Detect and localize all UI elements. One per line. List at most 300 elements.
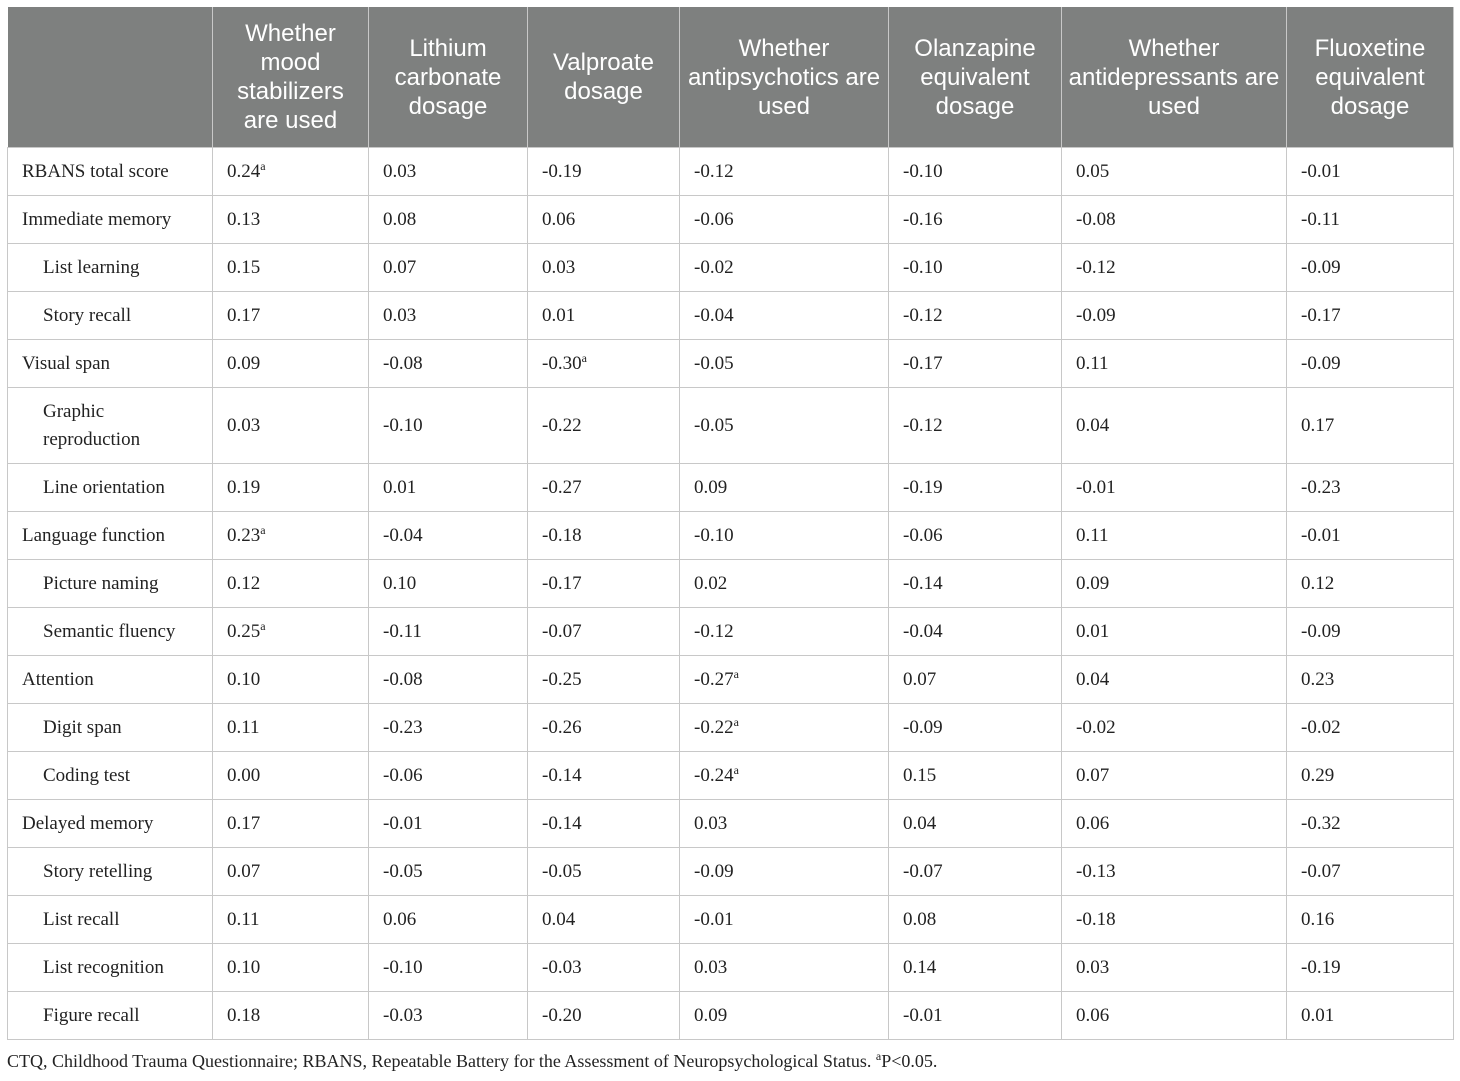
- cell-value: 0.14: [903, 956, 937, 978]
- footnote-superscript: a: [875, 1049, 882, 1063]
- table-cell: [369, 800, 528, 848]
- table-cell: [213, 560, 369, 608]
- cell-value: 0.03: [1076, 956, 1110, 978]
- table-cell: [369, 148, 528, 196]
- table-cell: [889, 512, 1062, 560]
- table-cell: [213, 992, 369, 1040]
- table-cell: [889, 292, 1062, 340]
- table-cell: [889, 992, 1062, 1040]
- row-label: RBANS total score: [8, 148, 213, 196]
- cell-value: 0.07: [383, 256, 417, 278]
- cell-value: 0.01: [542, 304, 576, 326]
- table-row: [8, 196, 1454, 244]
- row-label: Story retelling: [8, 848, 213, 896]
- cell-value: 0.06: [542, 208, 576, 230]
- table-cell: [889, 704, 1062, 752]
- table-cell: [1287, 800, 1454, 848]
- cell-value: -0.10: [694, 524, 734, 546]
- cell-value: -0.16: [903, 208, 943, 230]
- cell-value: -0.01: [1301, 524, 1341, 546]
- table-cell: [1287, 560, 1454, 608]
- cell-value: -0.09: [1076, 304, 1116, 326]
- cell-value: -0.08: [383, 668, 423, 690]
- table-cell: [889, 800, 1062, 848]
- cell-value: -0.14: [542, 764, 582, 786]
- table-row: [8, 800, 1454, 848]
- cell-value: -0.10: [383, 956, 423, 978]
- table-footnote: [7, 1051, 937, 1072]
- cell-value: -0.18: [1076, 908, 1116, 930]
- cell-value: -0.14: [903, 572, 943, 594]
- cell-value: -0.17: [542, 572, 582, 594]
- cell-value: -0.12: [694, 620, 734, 642]
- table-cell: [680, 752, 889, 800]
- table-cell: [213, 292, 369, 340]
- table-cell: [889, 944, 1062, 992]
- cell-value: -0.09: [1301, 352, 1341, 374]
- table-cell: [1287, 896, 1454, 944]
- table-cell: [528, 512, 680, 560]
- cell-value: 0.29: [1301, 764, 1335, 786]
- table-row: [8, 512, 1454, 560]
- cell-value: -0.08: [383, 352, 423, 374]
- table-cell: [213, 704, 369, 752]
- cell-value: 0.01: [1301, 1004, 1335, 1026]
- table-cell: [213, 388, 369, 464]
- cell-value: -0.17: [903, 352, 943, 374]
- cell-value: -0.02: [1076, 716, 1116, 738]
- cell-value: -0.22: [542, 414, 582, 436]
- cell-value: 0.07: [1076, 764, 1110, 786]
- significance-marker: a: [581, 350, 587, 365]
- cell-value: -0.01: [383, 812, 423, 834]
- table-cell: [680, 148, 889, 196]
- cell-value: 0.03: [694, 812, 728, 834]
- cell-value: -0.01: [903, 1004, 943, 1026]
- column-header: Lithium carbonate dosage: [369, 7, 528, 148]
- table-cell: [889, 896, 1062, 944]
- column-header: Olanzapine equivalent dosage: [889, 7, 1062, 148]
- table-cell: [1062, 340, 1287, 388]
- table-cell: [369, 656, 528, 704]
- table-cell: [213, 896, 369, 944]
- table-cell: [369, 388, 528, 464]
- cell-value: -0.05: [383, 860, 423, 882]
- cell-value: -0.10: [903, 256, 943, 278]
- table-cell: [1287, 608, 1454, 656]
- table-cell: [213, 196, 369, 244]
- cell-value: -0.05: [694, 352, 734, 374]
- cell-value: -0.04: [383, 524, 423, 546]
- table-cell: [889, 608, 1062, 656]
- table-row: [8, 148, 1454, 196]
- cell-value: 0.04: [542, 908, 576, 930]
- row-label: Semantic fluency: [8, 608, 213, 656]
- table-cell: [1062, 196, 1287, 244]
- table-cell: [213, 512, 369, 560]
- cell-value: 0.07: [903, 668, 937, 690]
- table-cell: [1062, 992, 1287, 1040]
- column-header: Valproate dosage: [528, 7, 680, 148]
- cell-value: 0.04: [1076, 414, 1110, 436]
- cell-value: -0.01: [694, 908, 734, 930]
- cell-value: 0.02: [694, 572, 728, 594]
- cell-value: -0.32: [1301, 812, 1341, 834]
- cell-value: 0.04: [1076, 668, 1110, 690]
- table-cell: [680, 196, 889, 244]
- table-cell: [528, 608, 680, 656]
- column-header: [8, 7, 213, 148]
- table-cell: [1062, 848, 1287, 896]
- header-row: [8, 7, 1454, 148]
- table-cell: [889, 388, 1062, 464]
- cell-value: -0.19: [542, 160, 582, 182]
- table-cell: [528, 292, 680, 340]
- cell-value: -0.14: [542, 812, 582, 834]
- table-cell: [1287, 752, 1454, 800]
- table-cell: [369, 704, 528, 752]
- cell-value: -0.27: [542, 476, 582, 498]
- cell-value: 0.06: [383, 908, 417, 930]
- table-cell: [680, 656, 889, 704]
- table-cell: [528, 848, 680, 896]
- cell-value: -0.06: [383, 764, 423, 786]
- table-cell: [213, 464, 369, 512]
- cell-value: 0.11: [1076, 524, 1109, 546]
- table-cell: [213, 656, 369, 704]
- cell-value: 0.10: [227, 956, 261, 978]
- row-label: List recall: [8, 896, 213, 944]
- row-label: Attention: [8, 656, 213, 704]
- cell-value: -0.07: [903, 860, 943, 882]
- table-cell: [213, 800, 369, 848]
- cell-value: -0.09: [1301, 256, 1341, 278]
- cell-value: 0.03: [694, 956, 728, 978]
- table-cell: [1287, 992, 1454, 1040]
- cell-value: 0.06: [1076, 812, 1110, 834]
- table-cell: [1062, 656, 1287, 704]
- cell-value: 0.03: [383, 304, 417, 326]
- table-row: [8, 944, 1454, 992]
- table-cell: [213, 244, 369, 292]
- table-cell: [213, 848, 369, 896]
- table-cell: [369, 244, 528, 292]
- cell-value: -0.12: [694, 160, 734, 182]
- cell-value: 0.23: [227, 524, 261, 546]
- table-row: [8, 292, 1454, 340]
- table-cell: [889, 340, 1062, 388]
- table-cell: [213, 340, 369, 388]
- cell-value: 0.15: [227, 256, 261, 278]
- table-cell: [680, 512, 889, 560]
- cell-value: -0.23: [383, 716, 423, 738]
- cell-value: -0.13: [1076, 860, 1116, 882]
- cell-value: 0.17: [1301, 414, 1335, 436]
- table-cell: [889, 148, 1062, 196]
- cell-value: 0.01: [383, 476, 417, 498]
- table-cell: [680, 704, 889, 752]
- table-cell: [889, 752, 1062, 800]
- cell-value: -0.08: [1076, 208, 1116, 230]
- cell-value: 0.18: [227, 1004, 261, 1026]
- cell-value: 0.06: [1076, 1004, 1110, 1026]
- cell-value: 0.03: [383, 160, 417, 182]
- table-cell: [680, 608, 889, 656]
- table-row: [8, 656, 1454, 704]
- cell-value: 0.11: [1076, 352, 1109, 374]
- row-label: List recognition: [8, 944, 213, 992]
- cell-value: 0.10: [227, 668, 261, 690]
- table-cell: [1287, 512, 1454, 560]
- table-row: [8, 896, 1454, 944]
- table-cell: [528, 800, 680, 848]
- cell-value: 0.11: [227, 908, 260, 930]
- table-cell: [680, 944, 889, 992]
- table-cell: [680, 340, 889, 388]
- cell-value: 0.09: [1076, 572, 1110, 594]
- table-cell: [1062, 388, 1287, 464]
- footnote-significance: P<0.05.: [881, 1051, 938, 1071]
- table-cell: [1062, 148, 1287, 196]
- cell-value: -0.12: [1076, 256, 1116, 278]
- table-cell: [528, 388, 680, 464]
- cell-value: -0.12: [903, 414, 943, 436]
- significance-marker: a: [260, 618, 266, 633]
- cell-value: -0.06: [903, 524, 943, 546]
- cell-value: -0.01: [1301, 160, 1341, 182]
- table-cell: [1062, 944, 1287, 992]
- table-cell: [369, 292, 528, 340]
- table-row: [8, 608, 1454, 656]
- table-cell: [680, 388, 889, 464]
- row-label: Language function: [8, 512, 213, 560]
- table-cell: [1287, 464, 1454, 512]
- table-cell: [680, 292, 889, 340]
- table-cell: [1287, 656, 1454, 704]
- cell-value: 0.15: [903, 764, 937, 786]
- table-cell: [369, 992, 528, 1040]
- cell-value: -0.17: [1301, 304, 1341, 326]
- table-cell: [528, 752, 680, 800]
- table-cell: [680, 992, 889, 1040]
- table-cell: [1062, 244, 1287, 292]
- column-header: Whether antidepressants are used: [1062, 7, 1287, 148]
- cell-value: -0.27: [694, 668, 734, 690]
- significance-marker: a: [733, 666, 739, 681]
- row-label: Coding test: [8, 752, 213, 800]
- cell-value: 0.09: [694, 1004, 728, 1026]
- cell-value: 0.17: [227, 304, 261, 326]
- table-cell: [889, 560, 1062, 608]
- cell-value: -0.20: [542, 1004, 582, 1026]
- row-label: Figure recall: [8, 992, 213, 1040]
- table-cell: [889, 196, 1062, 244]
- table-cell: [1062, 752, 1287, 800]
- table-cell: [1287, 704, 1454, 752]
- cell-value: 0.13: [227, 208, 261, 230]
- cell-value: 0.08: [383, 208, 417, 230]
- table-cell: [1287, 944, 1454, 992]
- table-cell: [1062, 704, 1287, 752]
- table-cell: [528, 148, 680, 196]
- cell-value: -0.10: [903, 160, 943, 182]
- table-cell: [1062, 560, 1287, 608]
- table-cell: [528, 656, 680, 704]
- cell-value: -0.04: [903, 620, 943, 642]
- cell-value: 0.03: [542, 256, 576, 278]
- significance-marker: a: [733, 714, 739, 729]
- table-row: [8, 992, 1454, 1040]
- table-cell: [889, 656, 1062, 704]
- table-row: [8, 752, 1454, 800]
- cell-value: -0.05: [542, 860, 582, 882]
- table-cell: [680, 244, 889, 292]
- table-cell: [1287, 292, 1454, 340]
- cell-value: -0.26: [542, 716, 582, 738]
- row-label: Digit span: [8, 704, 213, 752]
- column-header: Whether antipsychotics are used: [680, 7, 889, 148]
- row-label: Delayed memory: [8, 800, 213, 848]
- cell-value: 0.07: [227, 860, 261, 882]
- table-cell: [369, 752, 528, 800]
- significance-marker: a: [260, 522, 266, 537]
- table-cell: [528, 196, 680, 244]
- table-cell: [889, 464, 1062, 512]
- table-cell: [680, 848, 889, 896]
- table-cell: [1287, 196, 1454, 244]
- table-cell: [369, 608, 528, 656]
- cell-value: -0.07: [542, 620, 582, 642]
- cell-value: 0.12: [227, 572, 261, 594]
- table-cell: [213, 608, 369, 656]
- cell-value: 0.25: [227, 620, 261, 642]
- table-cell: [369, 560, 528, 608]
- table-cell: [213, 148, 369, 196]
- table-cell: [369, 896, 528, 944]
- cell-value: -0.06: [694, 208, 734, 230]
- cell-value: 0.04: [903, 812, 937, 834]
- table-cell: [889, 848, 1062, 896]
- cell-value: 0.00: [227, 764, 261, 786]
- table-cell: [528, 464, 680, 512]
- table-cell: [680, 800, 889, 848]
- cell-value: 0.01: [1076, 620, 1110, 642]
- cell-value: -0.25: [542, 668, 582, 690]
- cell-value: -0.19: [903, 476, 943, 498]
- column-header: Whether mood stabilizers are used: [213, 7, 369, 148]
- cell-value: 0.16: [1301, 908, 1335, 930]
- correlation-table: [7, 7, 1454, 1040]
- table-row: [8, 244, 1454, 292]
- table-cell: [528, 340, 680, 388]
- table-cell: [1062, 512, 1287, 560]
- table-cell: [528, 896, 680, 944]
- cell-value: -0.18: [542, 524, 582, 546]
- table-cell: [1062, 608, 1287, 656]
- table-cell: [889, 244, 1062, 292]
- table-cell: [528, 992, 680, 1040]
- cell-value: 0.24: [227, 160, 261, 182]
- row-label: Line orientation: [8, 464, 213, 512]
- cell-value: -0.07: [1301, 860, 1341, 882]
- table-cell: [369, 340, 528, 388]
- cell-value: 0.05: [1076, 160, 1110, 182]
- cell-value: -0.04: [694, 304, 734, 326]
- cell-value: -0.02: [1301, 716, 1341, 738]
- row-label: List learning: [8, 244, 213, 292]
- table-cell: [1287, 340, 1454, 388]
- cell-value: -0.03: [383, 1004, 423, 1026]
- cell-value: 0.12: [1301, 572, 1335, 594]
- table-cell: [369, 464, 528, 512]
- table-cell: [1062, 800, 1287, 848]
- cell-value: -0.11: [1301, 208, 1340, 230]
- row-label: Graphic reproduction: [8, 388, 213, 464]
- table-cell: [369, 196, 528, 244]
- table-cell: [680, 896, 889, 944]
- cell-value: -0.09: [1301, 620, 1341, 642]
- cell-value: -0.05: [694, 414, 734, 436]
- cell-value: -0.03: [542, 956, 582, 978]
- table-cell: [680, 464, 889, 512]
- table-container: [7, 7, 1453, 1040]
- table-cell: [369, 512, 528, 560]
- table-cell: [369, 944, 528, 992]
- cell-value: -0.19: [1301, 956, 1341, 978]
- table-row: [8, 340, 1454, 388]
- table-row: [8, 464, 1454, 512]
- cell-value: -0.10: [383, 414, 423, 436]
- table-cell: [680, 560, 889, 608]
- cell-value: -0.23: [1301, 476, 1341, 498]
- cell-value: 0.09: [694, 476, 728, 498]
- table-row: [8, 388, 1454, 464]
- table-cell: [1062, 896, 1287, 944]
- row-label: Immediate memory: [8, 196, 213, 244]
- table-cell: [369, 848, 528, 896]
- cell-value: -0.24: [694, 764, 734, 786]
- footnote-text: CTQ, Childhood Trauma Questionnaire; RBANS, Repeatable Battery for the Assessment of Neuropsychological Status.: [7, 1051, 876, 1071]
- table-cell: [1062, 464, 1287, 512]
- table-cell: [1287, 388, 1454, 464]
- cell-value: -0.01: [1076, 476, 1116, 498]
- table-cell: [1287, 244, 1454, 292]
- cell-value: 0.08: [903, 908, 937, 930]
- cell-value: -0.22: [694, 716, 734, 738]
- table-cell: [528, 560, 680, 608]
- cell-value: -0.30: [542, 352, 582, 374]
- table-row: [8, 704, 1454, 752]
- cell-value: 0.17: [227, 812, 261, 834]
- cell-value: 0.11: [227, 716, 260, 738]
- cell-value: 0.09: [227, 352, 261, 374]
- cell-value: -0.12: [903, 304, 943, 326]
- cell-value: -0.09: [694, 860, 734, 882]
- cell-value: -0.11: [383, 620, 422, 642]
- cell-value: -0.09: [903, 716, 943, 738]
- row-label: Visual span: [8, 340, 213, 388]
- cell-value: 0.19: [227, 476, 261, 498]
- cell-value: 0.23: [1301, 668, 1335, 690]
- row-label: Picture naming: [8, 560, 213, 608]
- table-row: [8, 560, 1454, 608]
- table-cell: [1287, 848, 1454, 896]
- cell-value: 0.03: [227, 414, 261, 436]
- table-cell: [213, 944, 369, 992]
- table-cell: [213, 752, 369, 800]
- significance-marker: a: [260, 158, 266, 173]
- table-cell: [528, 704, 680, 752]
